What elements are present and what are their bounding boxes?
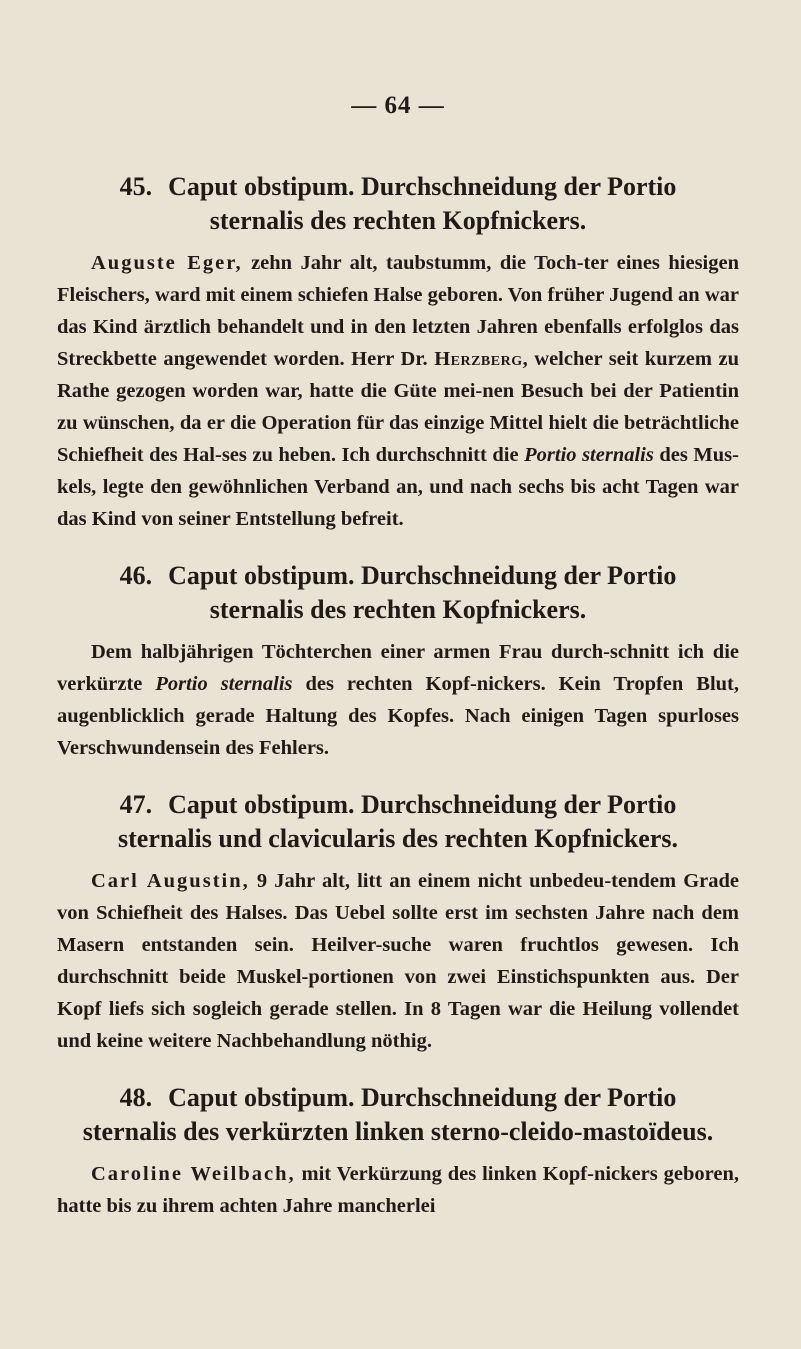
heading-line-2: sternalis und clavicularis des rechten Kopfnickers. xyxy=(118,824,678,853)
case-paragraph xyxy=(57,636,739,764)
paragraph-text: , welcher seit kurzem zu Rathe gezogen worden war, hatte die Güte mei-nen Besuch bei der Patientin zu wünschen, da er die Operation für das einzige Mittel hielt die beträchtliche Schiefheit des Hal-ses zu heben. Ich durchschnitt die xyxy=(57,348,739,466)
case-section-48 xyxy=(57,1081,739,1222)
paragraph-text: mit Verkürzung des linken Kopf-nickers geboren, hatte bis zu ihrem achten Jahre mancherlei xyxy=(57,1163,739,1217)
case-paragraph xyxy=(57,1158,739,1222)
heading-title: Caput obstipum. Durchschneidung der Portio xyxy=(168,790,677,819)
case-section-47 xyxy=(57,788,739,1057)
page-number: — 64 — xyxy=(351,92,445,119)
paragraph-text: des Mus-kels, legte den gewöhnlichen Verband an, und nach sechs bis acht Tagen war das Kind von seiner Entstellung befreit. xyxy=(57,444,739,530)
heading-line-2: sternalis des verkürzten linken sterno-cleido-mastoïdeus. xyxy=(82,1117,714,1146)
section-number: 47. xyxy=(119,790,153,819)
heading-title: Caput obstipum. Durchschneidung der Portio xyxy=(168,1083,677,1112)
patient-name: Auguste Eger, xyxy=(91,252,243,274)
paragraph-text: zehn Jahr alt, taubstumm, die Toch-ter eines hiesigen Fleischers, ward mit einem schiefen Halse geboren. Von früher Jugend an war das Kind ärztlich behandelt und in den letzten Jahren ebenfalls erfolglos das Streckbette angewendet worden. Herr Dr. xyxy=(57,252,740,370)
case-paragraph xyxy=(57,247,739,535)
paragraph-text: 9 Jahr alt, litt an einem nicht unbedeu-tendem Grade von Schiefheit des Halses. Das Uebel sollte erst im sechsten Jahre nach dem Masern entstanden sein. Heilver-suche waren fruchtlos gewesen. Ich durchschnitt beide Muskel-portionen von zwei Einstichspunkten aus. Der Kopf liefs sich sogleich gerade stellen. In 8 Tagen war die Heilung vollendet und keine weitere Nachbehandlung nöthig. xyxy=(57,870,739,1052)
patient-name: Caroline Weilbach, xyxy=(91,1163,296,1185)
section-number: 45. xyxy=(119,172,153,201)
heading-line-1 xyxy=(57,1081,739,1115)
heading-line-2: sternalis des rechten Kopfnickers. xyxy=(209,595,587,624)
section-heading xyxy=(57,170,739,238)
section-heading xyxy=(57,559,739,627)
doctor-name: Herzberg xyxy=(434,348,523,370)
section-heading xyxy=(57,1081,739,1149)
section-number: 46. xyxy=(119,561,153,590)
case-paragraph xyxy=(57,865,739,1057)
latin-term: Portio sternalis xyxy=(524,444,654,466)
latin-term: Portio sternalis xyxy=(155,673,293,695)
paragraph-text: des rechten Kopf-nickers. Kein Tropfen Blut, augenblicklich gerade Haltung des Kopfes. Nach einigen Tagen spurloses Verschwundensein des Fehlers. xyxy=(57,673,739,759)
heading-line-1 xyxy=(57,559,739,593)
heading-title: Caput obstipum. Durchschneidung der Portio xyxy=(168,172,677,201)
patient-name: Carl Augustin, xyxy=(91,870,250,892)
heading-title: Caput obstipum. Durchschneidung der Portio xyxy=(168,561,677,590)
section-heading xyxy=(57,788,739,856)
case-section-45 xyxy=(57,170,739,535)
heading-line-1 xyxy=(57,788,739,822)
paragraph-text: Dem halbjährigen Töchterchen einer armen Frau durch-schnitt ich die verkürzte xyxy=(57,641,739,695)
heading-line-1 xyxy=(57,170,739,204)
heading-line-2: sternalis des rechten Kopfnickers. xyxy=(209,206,587,235)
case-section-46 xyxy=(57,559,739,764)
section-number: 48. xyxy=(119,1083,153,1112)
